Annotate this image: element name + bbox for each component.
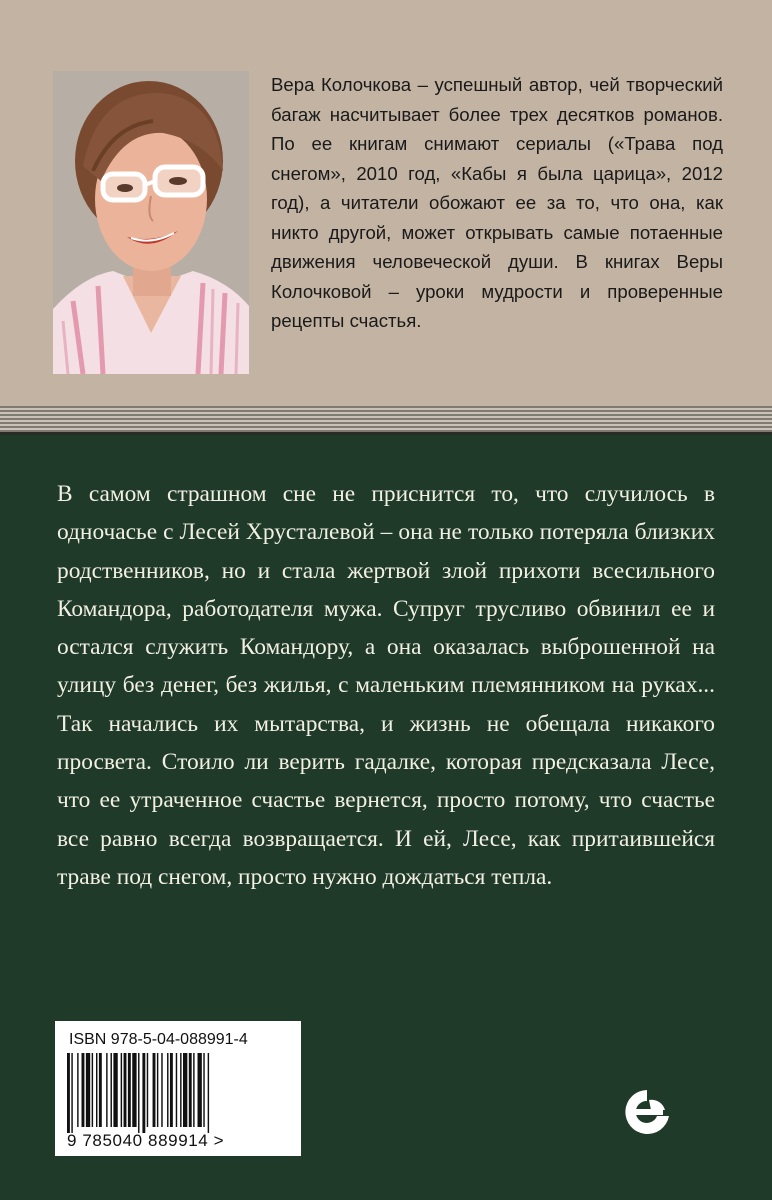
isbn-barcode	[55, 1021, 301, 1156]
author-panel	[0, 0, 772, 406]
author-photo	[53, 71, 249, 374]
eksmo-logo-icon	[613, 1078, 681, 1146]
author-bio: Вера Колочкова – успешный автор, чей творческий багаж насчитывает более трех десятков романов. По ее книгам снимают сериалы («Трава под снегом», 2010 год, «Кабы я была царица», 2012 год), а читатели обожают ее за то, что она, как никто другой, может открывать самые потаенные движения человеческой души. В книгах Веры Колочковой – уроки мудрости и проверенные рецепты счастья.	[271, 74, 723, 331]
ean-digits: 9 785040 889914 >	[67, 1131, 225, 1150]
barcode-bars	[67, 1053, 289, 1133]
book-blurb: В самом страшном сне не приснится то, что случилось в одночасье с Лесей Хрусталевой – она не только потеряла близких родственников, но и стала жертвой злой прихоти всесильного Командора, работодателя мужа. Супруг трусливо обвинил ее и остался служить Командору, а она оказалась выброшенной на улицу без денег, без жилья, с маленьким племянником на руках... Так начались их мытарства, и жизнь не обещала никакого просвета. Стоило ли верить гадалке, которая предсказала Лесе, что ее утраченное счастье вернется, просто потому, что счастье все равно всегда возвращается. И ей, Лесе, как притаившейся траве под снегом, просто нужно дождаться тепла.	[57, 481, 715, 890]
isbn-label: ISBN 978-5-04-088991-4	[69, 1031, 248, 1048]
divider-stripes	[0, 406, 772, 434]
